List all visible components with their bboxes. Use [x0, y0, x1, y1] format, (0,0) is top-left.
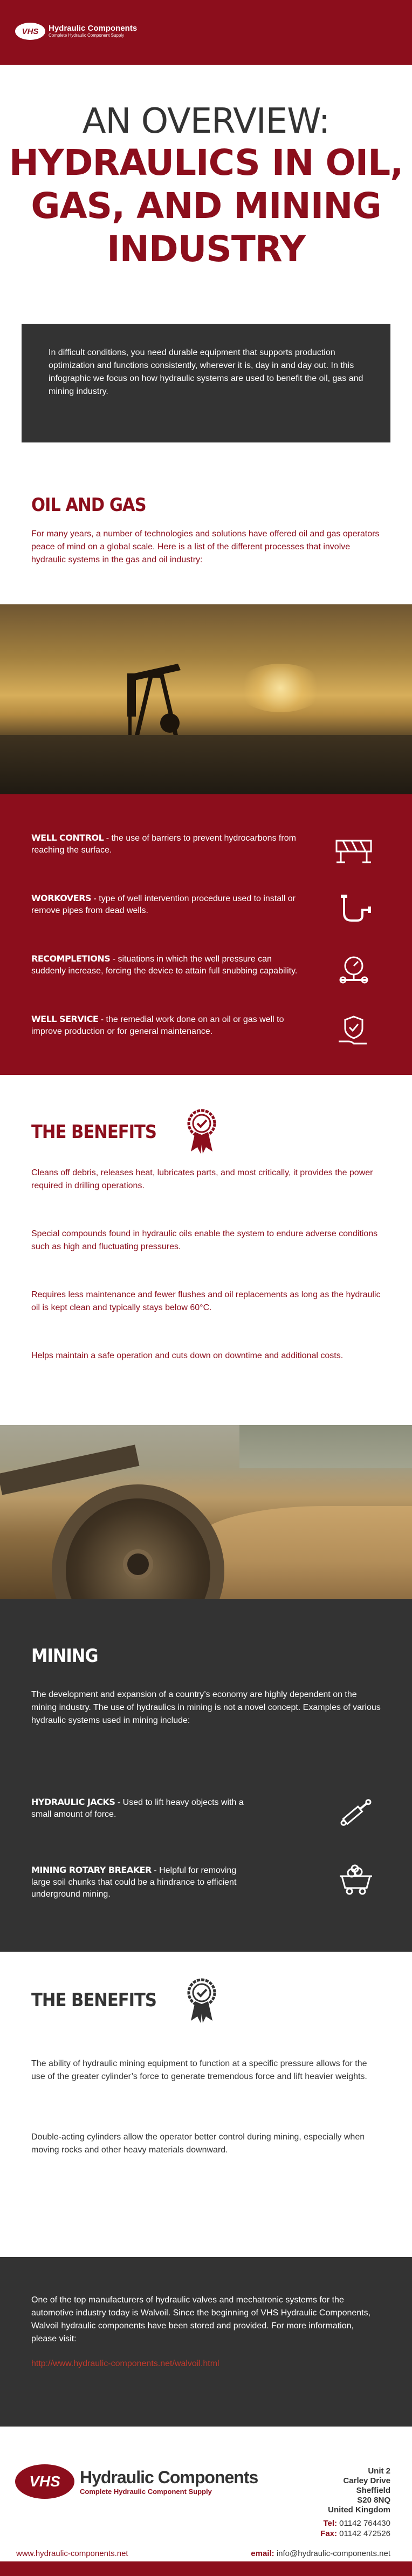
footer — [0, 2427, 412, 2576]
footer-contact: Tel: 01142 764430 Fax: 01142 472526 — [320, 2519, 390, 2538]
benefit-item: The ability of hydraulic mining equipment to function at a specific pressure allows for the use of the greater cylinder’s force to generate tremendous force and lift heavier weights. — [31, 2059, 367, 2081]
hydraulic-jack-icon — [337, 1796, 375, 1829]
logo-tagline: Complete Hydraulic Component Supply — [49, 32, 125, 38]
mining-item-rotary-breaker: MINING ROTARY BREAKER - Helpful for removing large soil chunks that could be a hindrance to efficient underground mining. — [0, 1864, 412, 1932]
award-badge-icon — [184, 1108, 219, 1155]
mine-cart-icon — [337, 1864, 375, 1897]
page-title — [0, 65, 412, 324]
oil-gas-processes — [0, 794, 412, 1075]
footer-email: email: info@hydraulic-components.net — [251, 2549, 390, 2558]
walvoil-link[interactable]: http://www.hydraulic-components.net/walvoil.html — [31, 2359, 219, 2368]
pressure-gauge-icon — [332, 954, 375, 986]
benefit-item: Double-acting cylinders allow the operator better control during mining, especially when moving rocks and other heavy materials downward. — [31, 2132, 365, 2155]
footer-email-link[interactable]: info@hydraulic-components.net — [276, 2549, 390, 2558]
benefit-item: Cleans off debris, releases heat, lubricates parts, and most critically, it provides the power required in drilling operations. — [31, 1168, 373, 1190]
footer-tagline: Complete Hydraulic Component Supply — [80, 2488, 212, 2496]
award-badge-icon — [184, 1978, 219, 2024]
process-well-service: WELL SERVICE - the remedial work done on an oil or gas well to improve production or for general maintenance. — [0, 1013, 412, 1074]
logo-name: Hydraulic Components — [49, 24, 138, 33]
oil-gas-heading: OIL AND GAS — [31, 494, 146, 516]
mining-excavator-photo — [0, 1425, 412, 1599]
benefits-mining-heading: THE BENEFITS — [31, 1989, 156, 2011]
barrier-icon — [332, 833, 375, 866]
pipe-icon — [332, 894, 375, 926]
title-main-2: GAS, AND MINING — [31, 185, 381, 227]
footer-website-link[interactable]: www.hydraulic-components.net — [16, 2549, 128, 2558]
title-main-3: INDUSTRY — [107, 228, 305, 270]
mining-heading: MINING — [31, 1645, 98, 1667]
title-overview: AN OVERVIEW: — [82, 101, 330, 141]
footer-address: Unit 2 Carley Drive Sheffield S20 8NQ United Kingdom — [328, 2466, 390, 2514]
intro-text: In difficult conditions, you need durable equipment that supports production optimization and functions consistently, wherever it is, day in and day out. In this infographic we focus on how hydraulic systems are used to benefit the oil, gas and mining industry. — [49, 348, 363, 396]
benefit-item: Requires less maintenance and fewer flushes and oil replacements as long as the hydraulic oil is kept clean and typically stays below 60°C. — [31, 1290, 381, 1312]
process-workovers: WORKOVERS - type of well intervention procedure used to install or remove pipes from dead wells. — [0, 892, 412, 953]
process-well-control: WELL CONTROL - the use of barriers to prevent hydrocarbons from reaching the surface. — [0, 832, 412, 892]
closing-section — [0, 2257, 412, 2427]
benefits-oil-list — [0, 1167, 412, 1425]
mining-intro: The development and expansion of a country’s economy are highly dependent on the mining industry. The use of hydraulics in mining is not a novel concept. Examples of various hydraulic systems used in mining include: — [31, 1690, 381, 1725]
header-logo[interactable] — [15, 23, 137, 40]
shield-hand-icon — [332, 1014, 375, 1047]
oil-pumpjack-photo — [0, 604, 412, 794]
title-main-1: HYDRAULICS IN OIL, — [9, 142, 403, 183]
mining-section — [0, 1599, 412, 1952]
logo-mark: VHS — [15, 23, 45, 40]
top-bar — [0, 0, 412, 65]
benefits-mining — [0, 1952, 412, 2257]
mining-item-hydraulic-jacks: HYDRAULIC JACKS - Used to lift heavy objects with a small amount of force. — [0, 1796, 412, 1864]
benefits-oil-header — [0, 1075, 412, 1167]
benefit-item: Helps maintain a safe operation and cuts down on downtime and additional costs. — [31, 1351, 344, 1360]
oil-gas-intro: For many years, a number of technologies and solutions have offered oil and gas operators peace of mind on a global scale. Here is a list of the different processes that involve hydraulic systems in the gas and oil industry: — [31, 529, 380, 564]
intro-box — [22, 324, 390, 442]
footer-bar — [0, 2561, 412, 2576]
process-recompletions: RECOMPLETIONS - situations in which the well pressure can suddenly increase, forcing the device to attain full snubbing capability. — [0, 953, 412, 1013]
benefits-oil-heading: THE BENEFITS — [31, 1121, 156, 1143]
closing-text: One of the top manufacturers of hydraulic valves and mechatronic systems for the automotive industry today is Walvoil. Since the beginning of VHS Hydraulic Components, Walvoil hydraulic components have been stored and provided. For more information, please visit: — [31, 2295, 371, 2343]
benefit-item: Special compounds found in hydraulic oils enable the system to endure adverse conditions such as high and fluctuating pressures. — [31, 1229, 378, 1251]
footer-brand: Hydraulic Components — [80, 2468, 258, 2487]
footer-logo[interactable]: VHS Hydraulic Components Complete Hydraulic Component Supply — [15, 2464, 258, 2499]
